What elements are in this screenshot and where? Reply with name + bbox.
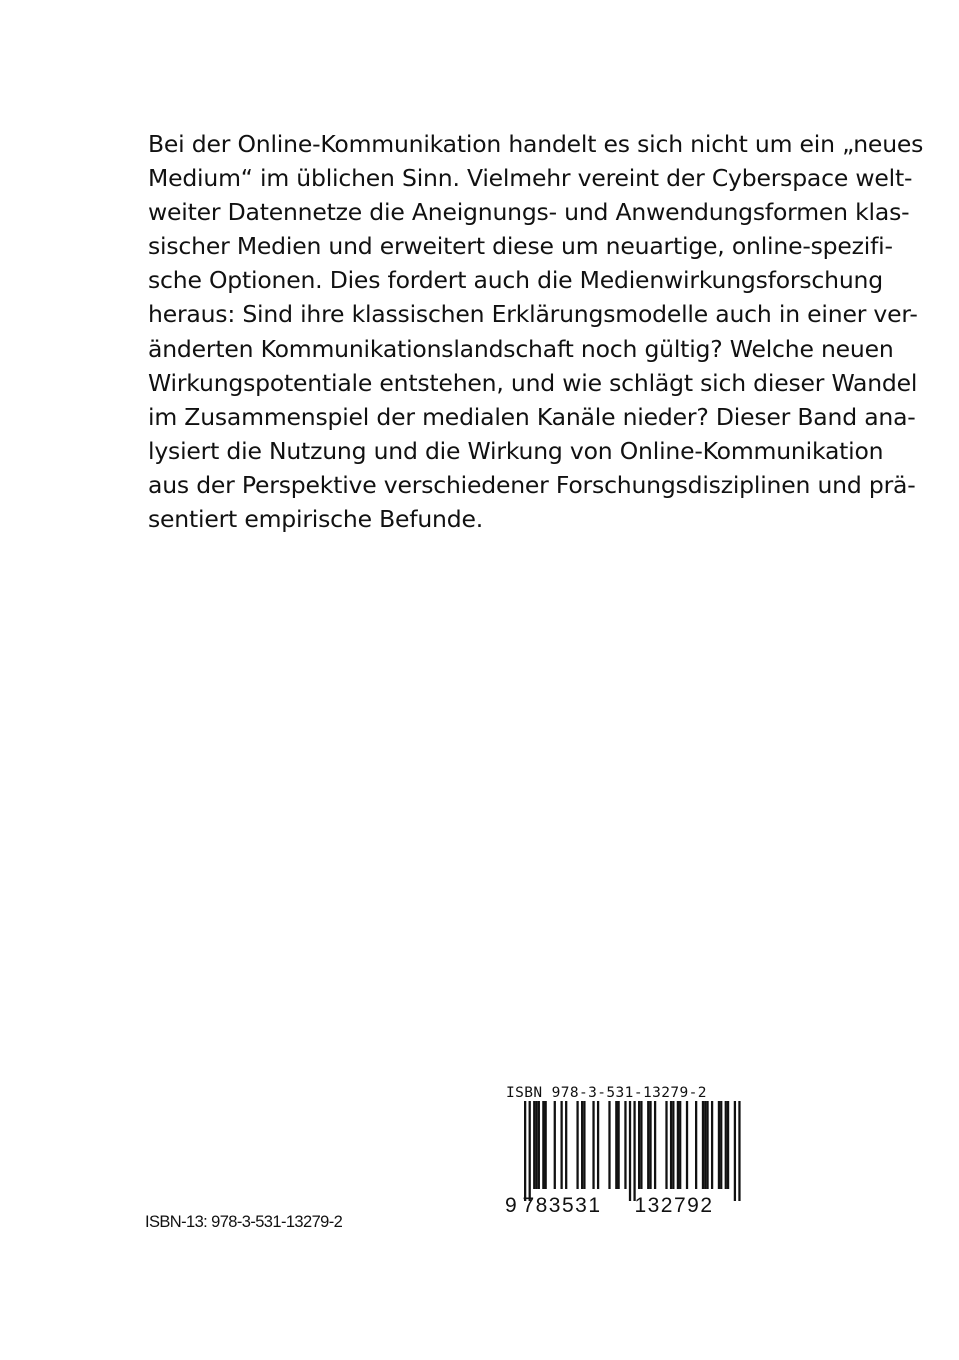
barcode-bar [640,1101,642,1189]
barcode-bar [727,1101,729,1189]
blurb-line: änderten Kommunikationslandschaft noch gültig? Welche neuen [148,334,894,363]
blurb-line: im Zusammenspiel der medialen Kanäle nieder? Dieser Band ana- [148,402,916,431]
barcode-bar [615,1101,617,1189]
barcode-bar [597,1101,599,1189]
barcode-bar [545,1101,547,1189]
barcode-bar [654,1101,656,1189]
barcode-bar [702,1101,704,1189]
barcode-bar [592,1101,594,1189]
barcode-bar [576,1101,578,1189]
barcode-bar [565,1101,567,1189]
blurb-line: Bei der Online-Kommunikation handelt es sich nicht um ein „neues [148,130,924,158]
blurb-line: sischer Medien und erweitert diese um neuartige, online-spezifi- [148,232,893,261]
barcode-bar [704,1101,706,1189]
barcode-bar [533,1101,535,1189]
barcode-bar [665,1101,667,1189]
barcode-bar [720,1101,722,1189]
blurb-line: Wirkungspotentiale entstehen, und wie schlägt sich dieser Wandel [148,368,918,397]
barcode-bar [686,1101,688,1189]
barcode-bar [679,1101,681,1189]
barcode-bar [718,1101,720,1189]
barcode-bar [542,1101,544,1189]
back-cover-blurb [148,127,924,536]
barcode-guard-bar [524,1101,526,1201]
barcode-guard-bar [734,1101,736,1201]
barcode-left-digits: 783531 [522,1194,602,1217]
barcode-bar [581,1101,583,1189]
barcode-guard-bar [633,1101,635,1201]
barcode-bar [608,1101,610,1189]
isbn13-label: ISBN-13: 978-3-531-13279-2 [145,1213,343,1231]
blurb-line: heraus: Sind ihre klassischen Erklärungsmodelle auch in einer ver- [148,300,918,329]
ean13-barcode-graphic [500,1101,760,1219]
blurb-line-last: sentiert empirische Befunde. [148,505,484,534]
barcode-guard-bar [529,1101,531,1201]
barcode-bar [695,1101,697,1189]
barcode-bar [711,1101,713,1189]
blurb-line: aus der Perspektive verschiedener Forschungsdisziplinen und prä- [148,470,916,499]
barcode-bar [583,1101,585,1189]
barcode-bar [725,1101,727,1189]
blurb-line: Medium“ im üblichen Sinn. Vielmehr vereint der Cyberspace welt- [148,164,913,193]
blurb-line: lysiert die Nutzung und die Wirkung von Online-Kommunikation [148,436,884,465]
barcode-bar [624,1101,626,1189]
barcode-bar [670,1101,672,1189]
blurb-line: weiter Datennetze die Aneignungs- und Anwendungsformen klas- [148,198,910,227]
barcode-bar [677,1101,679,1189]
barcode-bar [706,1101,708,1189]
barcode-bars [524,1101,741,1201]
barcode-bar [554,1101,556,1189]
blurb-line: sche Optionen. Dies fordert auch die Medienwirkungsforschung [148,266,883,295]
barcode-isbn-caption: ISBN 978-3-531-13279-2 [506,1085,707,1101]
barcode-bar [617,1101,619,1189]
barcode-bar [560,1101,562,1189]
barcode-guard-bar [629,1101,631,1201]
barcode-first-digit: 9 [505,1194,517,1217]
barcode-bar [538,1101,540,1189]
barcode-bar [647,1101,649,1189]
barcode-bar [649,1101,651,1189]
barcode-bar [638,1101,640,1189]
barcode-guard-bar [738,1101,740,1201]
isbn-barcode [500,1085,760,1220]
barcode-bar [672,1101,674,1189]
barcode-bar [535,1101,537,1189]
barcode-right-digits: 132792 [634,1194,714,1217]
